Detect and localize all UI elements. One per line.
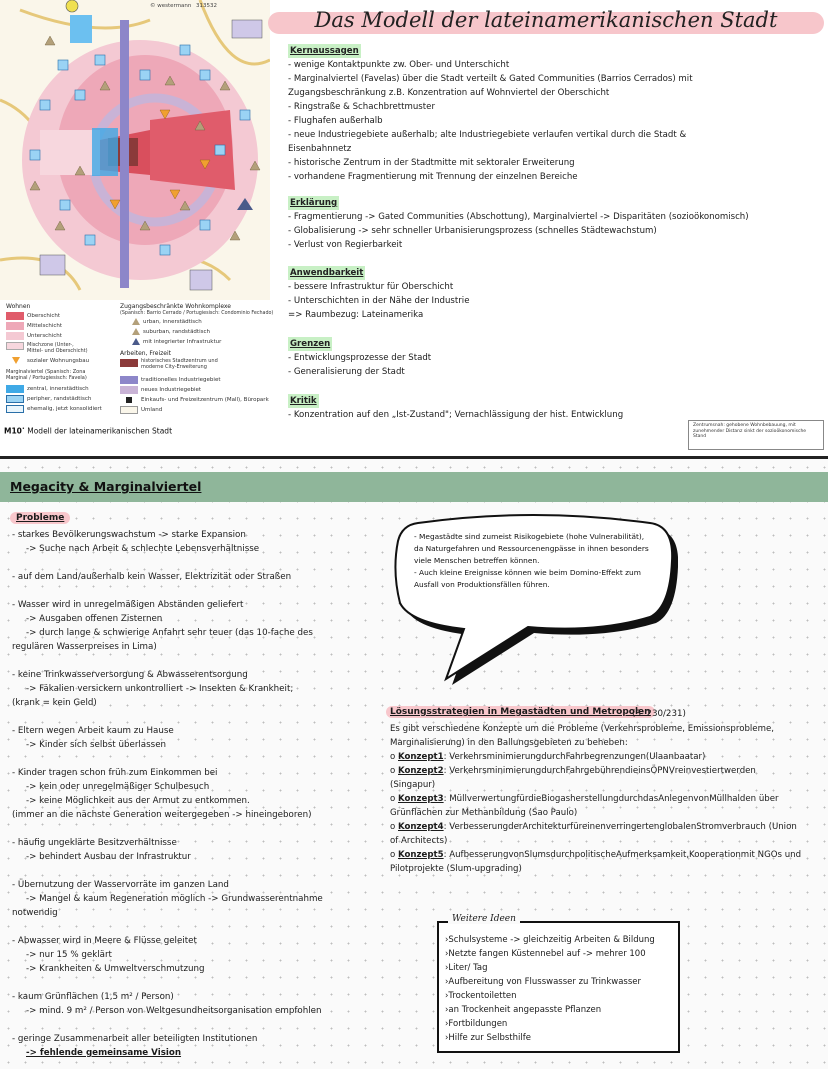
kern-line: - historische Zentrum in der Stadtmitte mit sektoraler Erweiterung bbox=[288, 158, 575, 168]
konzept-3: o Konzept3: MüllverwertungfürdieBiogasherstellungdurchdasAnlegenvonMüllhalden über bbox=[390, 794, 779, 804]
bubble-text bbox=[414, 531, 649, 591]
problem-line: -> Kinder sich selbst überlassen bbox=[26, 740, 167, 750]
legend-sozialer-wohnungsbau: sozialer Wohnungsbau bbox=[27, 358, 90, 364]
city-model-diagram bbox=[0, 0, 270, 300]
legend-mischzone: Mischzone (Unter-, Mittel- und Oberschicht) bbox=[27, 342, 88, 354]
idea-text: Trockentoiletten bbox=[448, 991, 517, 1001]
legend-unterschicht: Unterschicht bbox=[27, 333, 62, 339]
konzept-label: Konzept1 bbox=[398, 752, 444, 762]
konzept-cont: Grünflächen zur Methanbildung (Sao Paulo) bbox=[390, 808, 578, 818]
erkl-line: - Verlust von Regierbarkeit bbox=[288, 240, 403, 250]
problem-line: - Abwasser wird in Meere & Flüsse geleitet bbox=[12, 936, 197, 946]
problem-line: -> behindert Ausbau der Infrastruktur bbox=[26, 852, 191, 862]
page-title: Das Modell der lateinamerikanischen Stadt bbox=[314, 8, 778, 32]
konzept-label: Konzept5 bbox=[398, 850, 444, 860]
konzept-text: : VerkehrsminimierungdurchFahrgebührendieinsÖPNVreinvestiertwerden bbox=[443, 766, 756, 776]
kern-line: - Marginalviertel (Favelas) über die Stadt verteilt & Gated Communities (Barrios Cerrados) mit bbox=[288, 74, 693, 84]
idea-text: Fortbildungen bbox=[448, 1019, 508, 1029]
problem-line: notwendig bbox=[12, 908, 58, 918]
kern-line: - wenige Kontaktpunkte zw. Ober- und Unterschicht bbox=[288, 60, 510, 70]
caption-text: Modell der lateinamerikanischen Stadt bbox=[27, 426, 173, 436]
legend-umland: Umland bbox=[141, 407, 163, 413]
kern-line: - vorhandene Fragmentierung mit Trennung der einzelnen Bereiche bbox=[288, 172, 578, 182]
legend-arbeit-title: Arbeiten, Freizeit bbox=[120, 350, 171, 357]
konzept-text: : AufbesserungvonSlumsdurchpolitischeAufmerksamkeit,Kooperationmit NGOs und bbox=[443, 850, 802, 860]
erkl-line: - Globalisierung -> sehr schneller Urbanisierungsprozess (schnelles Städtewachstum) bbox=[288, 226, 657, 236]
problem-line: -> mind. 9 m² / Person von Weltgesundheitsorganisation empfohlen bbox=[26, 1006, 322, 1016]
problem-line: - starkes Bevölkerungswachstum -> starke Expansion bbox=[12, 530, 246, 540]
kern-line: Zugangsbeschränkung z.B. Konzentration auf Wohnviertel der Oberschicht bbox=[288, 88, 610, 98]
margin-note: Zentrumsnah: gehobene Wohnbebauung, mit zunehmender Distanz sinkt der sozioökonomische Stand bbox=[688, 420, 824, 450]
banner-title: Megacity & Marginalviertel bbox=[10, 479, 202, 494]
kritik-head: Kritik bbox=[290, 396, 317, 406]
problem-line: - auf dem Land/außerhalb kein Wasser, Elektrizität oder Straßen bbox=[12, 572, 292, 582]
idea-item: ›Hilfe zur Selbsthilfe bbox=[445, 1033, 531, 1043]
problem-line: -> durch lange & schwierige Anfahrt sehr teuer (das 10-fache des bbox=[26, 628, 313, 638]
grenzen-section bbox=[288, 337, 431, 379]
legend-oberschicht: Oberschicht bbox=[27, 313, 61, 319]
problem-line: -> fehlende gemeinsame Vision bbox=[26, 1048, 182, 1058]
problem-line: - Kinder tragen schon früh zum Einkommen bei bbox=[12, 768, 218, 778]
idea-text: Schulsysteme -> gleichzeitig Arbeiten & Bildung bbox=[448, 935, 655, 945]
legend-gated-title: Zugangsbeschränkte Wohnkomplexe bbox=[120, 303, 231, 310]
loesung-head: Lösungsstrategien in Megastädten und Metropolen bbox=[386, 706, 655, 718]
probleme-head: Probleme bbox=[10, 512, 70, 524]
problem-line: -> Ausgaben offenen Zisternen bbox=[26, 614, 163, 624]
konzept-label: Konzept4 bbox=[398, 822, 444, 832]
bubble-line: da Naturgefahren und Ressourcenengpässe in ihnen besonders bbox=[414, 544, 649, 553]
problem-line: -> nur 15 % geklärt bbox=[26, 950, 112, 960]
kritik-line: - Konzentration auf den „Ist-Zustand"; Vernachlässigung der hist. Entwicklung bbox=[288, 410, 624, 420]
problem-line: - häufig ungeklärte Besitzverhältnisse bbox=[12, 838, 177, 848]
idea-item: ›Liter/ Tag bbox=[445, 963, 488, 973]
grenzen-line: - Generalisierung der Stadt bbox=[288, 367, 405, 377]
map-code: 313532 bbox=[196, 3, 217, 9]
legend-mall: Einkaufs- und Freizeitzentrum (Mall), Büropark bbox=[141, 397, 269, 403]
konzept-4: o Konzept4: VerbesserungderArchitekturfüreinenverringertenglobalenStromverbrauch (Union bbox=[390, 822, 797, 832]
kernaussagen-section bbox=[288, 44, 693, 184]
problem-line: (immer an die nächste Generation weitergegeben -> hineingeboren) bbox=[12, 810, 312, 820]
konzept-cont: Pilotprojekte (Slum-upgrading) bbox=[390, 864, 522, 874]
figure-caption: M10• Modell der lateinamerikanischen Stadt bbox=[4, 426, 173, 436]
model-section bbox=[0, 0, 828, 455]
anwendbarkeit-head: Anwendbarkeit bbox=[290, 268, 364, 278]
idea-item: ›Trockentoiletten bbox=[445, 991, 517, 1001]
konzept-cont: of Architects) bbox=[390, 836, 448, 846]
legend-marginal-peripher: peripher, randstädtisch bbox=[27, 396, 92, 402]
legend-gated-urban: urban, innerstädtisch bbox=[143, 319, 202, 325]
kern-line: - neue Industriegebiete außerhalb; alte Industriegebiete verlaufen vertikal durch die Stadt & bbox=[288, 130, 687, 140]
kern-line: - Flughafen außerhalb bbox=[288, 116, 383, 126]
kernaussagen-head: Kernaussagen bbox=[290, 46, 359, 56]
problem-line: -> kein oder unregelmäßiger Schulbesuch bbox=[26, 782, 210, 792]
anw-line: - bessere Infrastruktur für Oberschicht bbox=[288, 282, 454, 292]
grenzen-line: - Entwicklungsprozesse der Stadt bbox=[288, 353, 432, 363]
erklaerung-head: Erklärung bbox=[290, 198, 338, 208]
problem-line: -> Krankheiten & Umweltverschmutzung bbox=[26, 964, 205, 974]
konzept-text: : VerbesserungderArchitekturfüreinenverringertenglobalenStromverbrauch (Union bbox=[443, 822, 797, 832]
bubble-line: viele Menschen betreffen können. bbox=[414, 556, 540, 565]
legend-gated-sub: (Spanisch: Barrio Cerrado / Portugiesisch: Condominio Fechado) bbox=[120, 311, 274, 316]
idea-text: Aufbereitung von Flusswasser zu Trinkwasser bbox=[448, 977, 641, 987]
problem-line: - keine Trinkwasserversorgung & Abwasserentsorgung bbox=[12, 670, 248, 680]
loesung-intro: Es gibt verschiedene Konzepte um die Probleme (Verkehrsprobleme, Emissionsprobleme, bbox=[390, 724, 774, 734]
idea-text: Hilfe zur Selbsthilfe bbox=[448, 1033, 531, 1043]
kritik-section bbox=[288, 394, 623, 422]
anw-line: => Raumbezug: Lateinamerika bbox=[288, 310, 424, 320]
idea-item: ›Schulsysteme -> gleichzeitig Arbeiten & Bildung bbox=[445, 935, 655, 945]
kern-line: - Ringstraße & Schachbrettmuster bbox=[288, 102, 435, 112]
problem-line: -> Mangel & kaum Regeneration möglich -> Grundwasserentnahme bbox=[26, 894, 323, 904]
legend-marginal-title: Marginalviertel (Spanisch: Zona Marginal / Portugiesisch: Favela) bbox=[6, 369, 87, 381]
loesung-page: (S. 230/231) bbox=[632, 709, 686, 719]
grenzen-head: Grenzen bbox=[290, 339, 331, 349]
konzept-text: : MüllverwertungfürdieBiogasherstellungdurchdasAnlegenvonMüllhalden über bbox=[443, 794, 779, 804]
legend-marginal-ehemalig: ehemalig, jetzt konsolidiert bbox=[27, 406, 102, 412]
anwendbarkeit-section bbox=[288, 266, 469, 322]
anw-line: - Unterschichten in der Nähe der Industrie bbox=[288, 296, 470, 306]
konzept-1: o Konzept1: VerkehrsminimierungdurchFahrbegrenzungen(Ulaanbaatar) bbox=[390, 752, 706, 762]
erklaerung-section bbox=[288, 196, 749, 252]
idea-item: ›Fortbildungen bbox=[445, 1019, 508, 1029]
problem-line: -> Fäkalien versickern unkontrolliert -> Insekten & Krankheit; bbox=[26, 684, 294, 694]
konzept-label: Konzept3 bbox=[398, 794, 444, 804]
konzept-5: o Konzept5: AufbesserungvonSlumsdurchpolitischeAufmerksamkeit,Kooperationmit NGOs und bbox=[390, 850, 802, 860]
city-model-map bbox=[0, 0, 274, 440]
konzept-2: o Konzept2: VerkehrsminimierungdurchFahrgebührendieinsÖPNVreinvestiertwerden bbox=[390, 766, 756, 776]
bubble-line: Ausfall von Produktionsfällen führen. bbox=[414, 580, 550, 589]
idea-text: Netzte fangen Küstennebel auf -> mehrer 100 bbox=[448, 949, 646, 959]
legend-wohnen-title: Wohnen bbox=[6, 303, 31, 310]
legend-marginal-zentral: zentral, innerstädtisch bbox=[27, 386, 89, 392]
map-publisher: © westermann bbox=[150, 3, 192, 9]
caption-label: M10 bbox=[4, 426, 22, 436]
problem-line: - Übernutzung der Wasservorräte im ganzen Land bbox=[12, 880, 229, 890]
idea-item: ›Netzte fangen Küstennebel auf -> mehrer 100 bbox=[445, 949, 646, 959]
problem-line: (krank = kein Geld) bbox=[12, 698, 97, 708]
problem-line: -> Suche nach Arbeit & schlechte Lebensverhältnisse bbox=[26, 544, 260, 554]
idea-item: ›an Trockenheit angepasste Pflanzen bbox=[445, 1005, 602, 1015]
legend-neues-industriegebiet: neues Industriegebiet bbox=[141, 387, 202, 393]
loesung-intro: Marginalisierung) in den Ballungsgebieten zu beheben: bbox=[390, 738, 628, 748]
idea-item: ›Aufbereitung von Flusswasser zu Trinkwasser bbox=[445, 977, 641, 987]
bubble-line: - Megastädte sind zumeist Risikogebiete (hohe Vulnerabilität), bbox=[414, 532, 645, 541]
konzept-cont: (Singapur) bbox=[390, 780, 436, 790]
konzept-text: : VerkehrsminimierungdurchFahrbegrenzungen(Ulaanbaatar) bbox=[443, 752, 706, 762]
problem-line: -> keine Möglichkeit aus der Armut zu entkommen. bbox=[26, 796, 250, 806]
legend-mittelschicht: Mittelschicht bbox=[27, 323, 63, 329]
idea-text: an Trockenheit angepasste Pflanzen bbox=[448, 1005, 602, 1015]
problem-line: - Wasser wird in unregelmäßigen Abständen geliefert bbox=[12, 600, 244, 610]
problem-line: regulären Wasserpreises in Lima) bbox=[12, 642, 157, 652]
problem-line: - kaum Grünflächen (1,5 m² / Person) bbox=[12, 992, 174, 1002]
kern-line: Eisenbahnnetz bbox=[288, 144, 352, 154]
konzept-label: Konzept2 bbox=[398, 766, 444, 776]
megacity-section bbox=[0, 459, 828, 1069]
legend-traditionell: traditionelles Industriegebiet bbox=[141, 377, 221, 383]
legend-gated-suburban: suburban, randstädtisch bbox=[143, 329, 210, 335]
problem-line: - geringe Zusammenarbeit aller beteiligten Institutionen bbox=[12, 1034, 258, 1044]
ideas-head: Weitere Ideen bbox=[448, 914, 520, 924]
legend-historisch: historisches Stadtzentrum und moderne City-Erweiterung bbox=[141, 358, 218, 370]
legend-gated-infra: mit integrierter Infrastruktur bbox=[143, 339, 222, 345]
bubble-line: - Auch kleine Ereignisse können wie beim Domino-Effekt zum bbox=[414, 568, 641, 577]
idea-text: Liter/ Tag bbox=[448, 963, 488, 973]
problem-line: - Eltern wegen Arbeit kaum zu Hause bbox=[12, 726, 174, 736]
erkl-line: - Fragmentierung -> Gated Communities (Abschottung), Marginalviertel -> Disparitäten (sozioökonomisch) bbox=[288, 212, 749, 222]
